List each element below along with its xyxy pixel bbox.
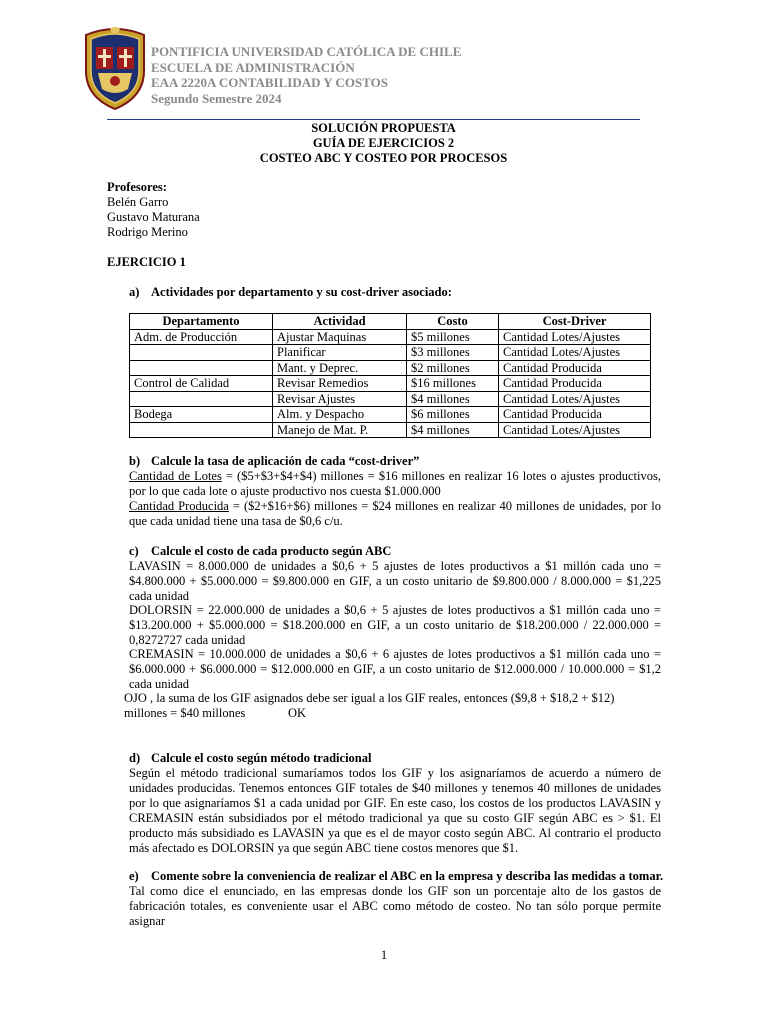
title-line-1: SOLUCIÓN PROPUESTA [311,121,456,135]
table-cell: Ajustar Maquinas [273,329,407,345]
table-cell: Cantidad Lotes/Ajustes [499,345,651,361]
table-row [130,391,651,407]
lavasin-calculation: LAVASIN = 8.000.000 de unidades a $0,6 + 5 ajustes de lotes productivos a $1 millón cada uno = $4.800.000 + $5.000.000 = $9.800.000 en GIF, a un costo unitario de $9.800.000 / 8.000.000 = $1,225 cada unidad [129,559,661,603]
section-a-heading [129,285,452,300]
professor-name: Rodrigo Merino [107,225,188,239]
units-text: = ($2+$16+$6) millones = $24 millones en realizar 40 millones de unidades, por lo que cada unidad tiene una tasa de $0,6 c/u. [129,499,661,528]
header-line-semester: Segundo Semestre 2024 [151,90,282,106]
table-cell: Alm. y Despacho [273,407,407,423]
table-cell: Revisar Remedios [273,376,407,392]
table-row [130,407,651,423]
table-cell: $4 millones [407,391,499,407]
section-e-paragraph: Tal como dice el enunciado, en las empresas donde los GIF son un porcentaje alto de los gastos de fabricación totales, es conveniente usar el ABC como método de costeo. No tan sólo porque permite asignar [129,884,661,928]
ojo-ok: OK [288,706,307,720]
section-c-heading [129,544,391,559]
section-e-label: e) [129,869,139,883]
table-cell [130,360,273,376]
column-header: Actividad [273,314,407,330]
lots-term: Cantidad de Lotes [129,469,222,483]
dolorsin-calculation: DOLORSIN = 22.000.000 de unidades a $0,6 + 5 ajustes de lotes productivos a $1 millón cada uno = $13.200.000 + $5.000.000 = $18.200.000 en GIF, a un costo unitario de $18.200.000 / 22.000.000 = 0,8272727 cada unidad [129,603,661,647]
section-d-paragraph: Según el método tradicional sumaríamos todos los GIF y los asignaríamos de acuerdo a número de unidades producidas. Tenemos entonces GIF totales de $40 millones y tenemos 40 millones de unidades por lo que asignaríamos $1 a cada unidad por GIF. En este caso, los costos de los productos LAVASIN y CREMASIN están subsidiados por el método tradicional ya que su costo GIF según ABC es > $1. El producto más subsidiado es LAVASIN ya que es el de mayor costo según ABC. Al contrario el producto más afectado es DOLORSIN ya que según ABC tiene costos menores que $1. [129,766,661,855]
header-line-university: PONTIFICIA UNIVERSIDAD CATÓLICA DE CHILE [151,44,462,59]
table-cell: Planificar [273,345,407,361]
title-line-3: COSTEO ABC Y COSTEO POR PROCESOS [259,151,508,165]
document-titles [107,121,660,166]
section-b-paragraph-units [129,499,661,529]
table-row [130,329,651,345]
section-e-title: Comente sobre la conveniencia de realizar el ABC en la empresa y describa las medidas a tomar. [151,869,664,883]
table-cell: $6 millones [407,407,499,423]
table-cell: $5 millones [407,329,499,345]
section-d-title: Calcule el costo según método tradicional [151,751,372,765]
page-number: 1 [380,948,388,962]
table-cell: $3 millones [407,345,499,361]
table-cell: Revisar Ajustes [273,391,407,407]
table-cell: Cantidad Lotes/Ajustes [499,391,651,407]
table-cell: Adm. de Producción [130,329,273,345]
table-cell: Control de Calidad [130,376,273,392]
table-cell [130,422,273,438]
header-line-school: ESCUELA DE ADMINISTRACIÓN [151,59,355,75]
section-a-label: a) [129,285,140,299]
table-row [130,360,651,376]
header-divider [107,119,640,120]
table-cell: Mant. y Deprec. [273,360,407,376]
table-row [130,422,651,438]
lots-text: = ($5+$3+$4+$4) millones = $16 millones en realizar 16 lotes o ajustes productivos, por lo que cada lote o ajuste productivo nos cuesta $1.000.000 [129,469,661,498]
table-cell: Cantidad Producida [499,360,651,376]
table-cell: Cantidad Lotes/Ajustes [499,329,651,345]
table-cell: $4 millones [407,422,499,438]
professor-name: Gustavo Maturana [107,210,200,224]
table-cell [130,345,273,361]
table-cell: Cantidad Producida [499,407,651,423]
professors-heading: Profesores: [107,180,167,194]
units-term: Cantidad Producida [129,499,229,513]
professor-name: Belén Garro [107,195,169,209]
table-cell: Manejo de Mat. P. [273,422,407,438]
table-header-row [130,314,651,330]
section-e-heading [129,869,663,884]
section-d-heading [129,751,371,766]
section-b-heading [129,454,419,469]
section-c-label: c) [129,544,139,558]
table-cell [130,391,273,407]
section-c-title: Calcule el costo de cada producto según ABC [151,544,392,558]
table-row [130,376,651,392]
section-b-label: b) [129,454,141,468]
ojo-note-line-1: OJO , la suma de los GIF asignados debe ser igual a los GIF reales, entonces ($9,8 + $18,2 + $12) [124,691,615,705]
table-cell: Cantidad Lotes/Ajustes [499,422,651,438]
header-line-course: EAA 2220A CONTABILIDAD Y COSTOS [151,75,388,90]
table-cell: Cantidad Producida [499,376,651,392]
section-b-paragraph-lots [129,469,661,499]
table-cell: $16 millones [407,376,499,392]
column-header: Costo [407,314,499,330]
table-row [130,345,651,361]
activities-table [129,313,651,438]
ojo-note-line-2: millones = $40 millones [124,706,246,720]
column-header: Cost-Driver [499,314,651,330]
table-cell: Bodega [130,407,273,423]
section-b-title: Calcule la tasa de aplicación de cada “cost-driver” [151,454,420,468]
exercise-title: EJERCICIO 1 [107,255,186,269]
section-d-label: d) [129,751,141,765]
title-line-2: GUÍA DE EJERCICIOS 2 [312,136,455,150]
university-seal [82,27,148,111]
section-a-title: Actividades por departamento y su cost-driver asociado: [151,285,452,299]
table-cell: $2 millones [407,360,499,376]
institution-header [151,44,461,106]
professors-block [107,180,200,240]
cremasin-calculation: CREMASIN = 10.000.000 de unidades a $0,6 + 6 ajustes de lotes productivos a $1 millón cada uno = $6.000.000 + $6.000.000 = $12.000.000 en GIF, a un costo unitario de $12.000.000 / 10.000.000 = $1,2 cada unidad [129,647,661,691]
column-header: Departamento [130,314,273,330]
